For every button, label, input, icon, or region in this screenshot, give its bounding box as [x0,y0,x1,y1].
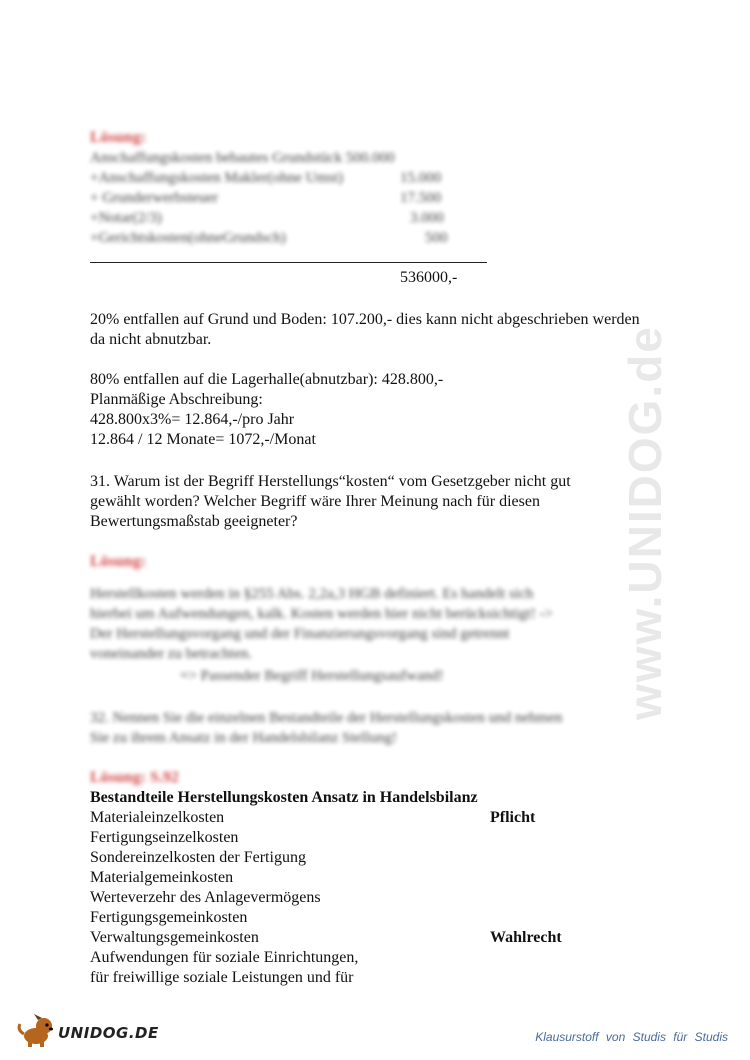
list-item: Aufwendungen für soziale Einrichtungen, [90,949,359,966]
watermark: www.UNIDOG.de [619,325,671,720]
cost-row-2: +Anschaffungskosten Makler(ohne Umst) [90,170,344,186]
paragraph-1-line-2: da nicht abnutzbar. [90,331,212,348]
solution-heading-2: Lösung: [90,553,147,570]
cost-row-1: Anschaffungskosten bebautes Grundstück 500.000 [90,150,395,166]
question-32-line-1: 32. Nennen Sie die einzelnen Bestandteile der Herstellungskosten und nehmen [90,710,563,726]
pflicht-label: Pflicht [490,809,536,826]
cost-row-5-value: 500 [425,230,448,246]
cost-row-4-value: 3.000 [410,210,444,226]
cost-row-3-value: 17.500 [400,190,442,206]
answer-31-line-4: voneinander zu betrachten. [90,646,253,662]
solution-heading-3: Lösung: S.92 [90,769,179,786]
cost-row-3: + Grunderwerbsteuer [90,190,218,206]
paragraph-2-line-2: Planmäßige Abschreibung: [90,391,263,408]
cost-row-4: +Notar(2/3) [90,210,162,226]
answer-31-line-3: Der Herstellungsvorgang und der Finanzierungsvorgang sind getrennt [90,626,510,642]
paragraph-2-line-4: 12.864 / 12 Monate= 1072,-/Monat [90,431,316,448]
question-31-line-3: Bewertungsmaßstab geeigneter? [90,513,298,530]
logo-text: UNIDOG.DE [58,1024,159,1042]
list-item: für freiwillige soziale Leistungen und für [90,969,354,986]
question-32-line-2: Sie zu ihrem Ansatz in der Handelsbilanz Stellung! [90,730,398,746]
footer-tagline: Klausurstoff von Studis für Studis [535,1030,728,1044]
list-item: Fertigungseinzelkosten [90,829,239,846]
list-item: Werteverzehr des Anlagevermögens [90,889,321,906]
table-header: Bestandteile Herstellungskosten Ansatz in Handelsbilanz [90,789,478,806]
answer-31-line-2: hierbei um Aufwendungen, kalk. Kosten werden hier nicht berücksichtigt! -> [90,606,553,622]
dog-icon [19,1014,53,1047]
paragraph-2-line-3: 428.800x3%= 12.864,-/pro Jahr [90,411,295,428]
cost-row-2-value: 15.000 [400,170,442,186]
list-item: Sondereinzelkosten der Fertigung [90,849,306,866]
paragraph-2-line-1: 80% entfallen auf die Lagerhalle(abnutzbar): 428.800,- [90,371,444,388]
list-item: Materialgemeinkosten [90,869,234,886]
list-item: Fertigungsgemeinkosten [90,909,248,926]
list-item: Verwaltungsgemeinkosten [90,929,259,946]
answer-31-line-1: Herstellkosten werden in §255 Abs. 2,2a,3 HGB definiert. Es handelt sich [90,586,534,602]
sum-rule [90,262,487,263]
question-31-line-1: 31. Warum ist der Begriff Herstellungs“kosten“ vom Gesetzgeber nicht gut [90,473,571,490]
cost-total: 536000,- [400,269,458,286]
paragraph-1-line-1: 20% entfallen auf Grund und Boden: 107.200,- dies kann nicht abgeschrieben werden [90,311,640,328]
cost-row-5: +Gerichtskosten(ohneGrundsch) [90,230,286,246]
solution-heading-1: Lösung: [90,129,147,146]
list-item: Materialeinzelkosten [90,809,225,826]
wahlrecht-label: Wahlrecht [490,929,562,946]
question-31-line-2: gewählt worden? Welcher Begriff wäre Ihrer Meinung nach für diesen [90,493,540,510]
answer-31-line-5: => Passender Begriff Herstellungsaufwand! [180,668,444,684]
